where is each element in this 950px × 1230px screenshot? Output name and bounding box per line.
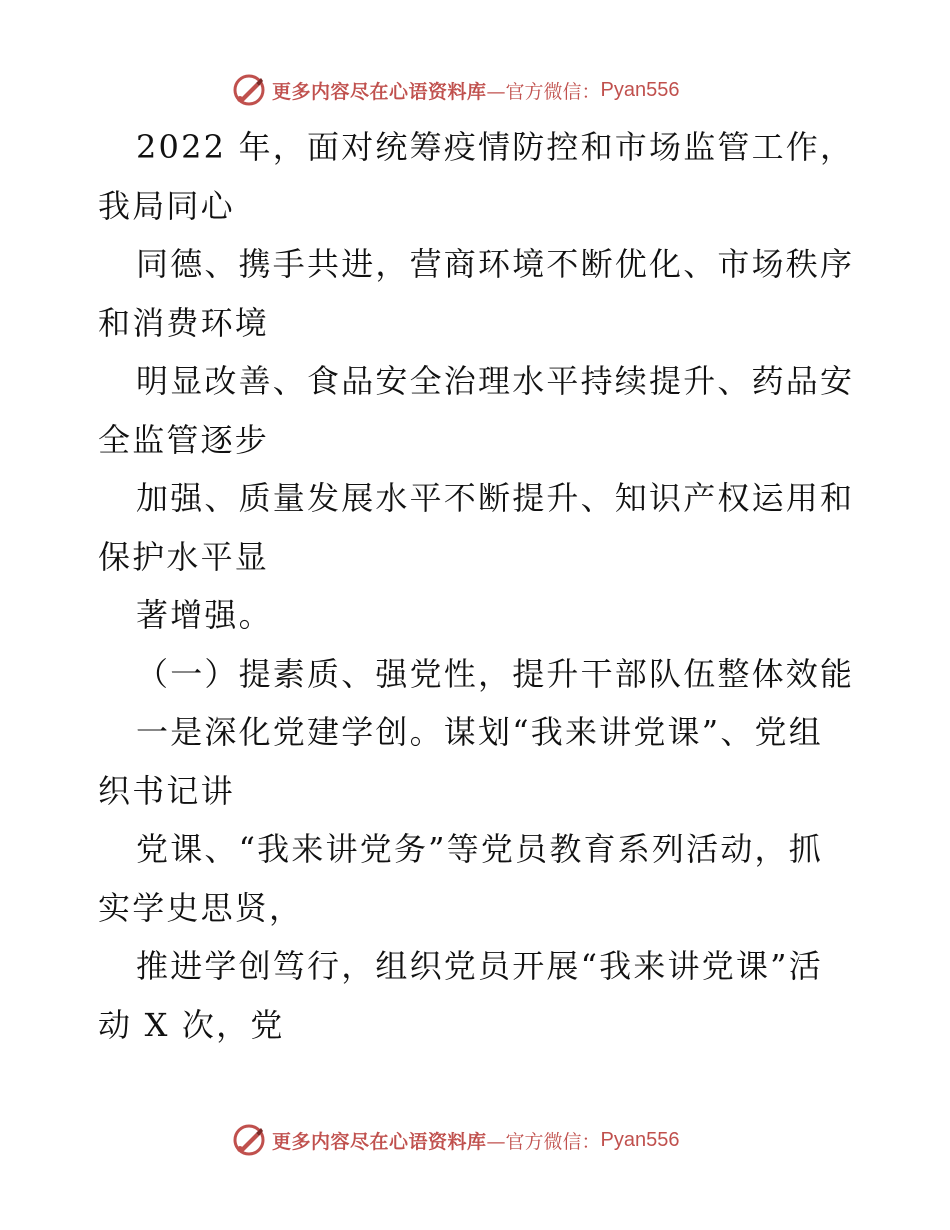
brush-logo-icon [232, 73, 266, 107]
body-line: 全监管逐步 [98, 420, 270, 459]
watermark-separator: —官方微信： [486, 80, 601, 103]
watermark-wechat-id: Pyan556 [600, 1128, 680, 1151]
body-line: 党课、“我来讲党务”等党员教育系列活动，抓 [136, 830, 823, 868]
watermark-text: 更多内容尽在心语资料库 [272, 80, 487, 103]
body-line: 加强、质量发展水平不断提升、知识产权运用和 [136, 479, 855, 517]
body-line: 推进学创笃行，组织党员开展“我来讲党课”活 [136, 947, 823, 985]
body-line: 同德、携手共进，营商环境不断优化、市场秩序 [136, 245, 855, 283]
section-heading: （一）提素质、强党性，提升干部队伍整体效能 [136, 654, 855, 693]
watermark-separator: —官方微信： [486, 1130, 601, 1153]
body-line: 织书记讲 [98, 771, 235, 810]
document-body [98, 118, 858, 1054]
body-line: 明显改善、食品安全治理水平持续提升、药品安 [136, 362, 855, 400]
watermark-footer [232, 1122, 712, 1158]
body-line: 保护水平显 [98, 537, 270, 576]
body-line: 2022 年，面对统筹疫情防控和市场监管工作， [136, 128, 855, 166]
watermark-text: 更多内容尽在心语资料库 [272, 1130, 487, 1153]
body-line: 实学史思贤， [98, 888, 304, 927]
body-line: 和消费环境 [98, 303, 270, 342]
body-line: 著增强。 [136, 596, 273, 634]
body-line: 动 X 次，党 [98, 1005, 285, 1044]
body-line: 一是深化党建学创。谋划“我来讲党课”、党组 [136, 713, 823, 751]
brush-logo-icon [232, 1123, 266, 1157]
body-line: 我局同心 [98, 186, 235, 225]
watermark-wechat-id: Pyan556 [600, 78, 680, 101]
watermark-header [232, 72, 712, 108]
